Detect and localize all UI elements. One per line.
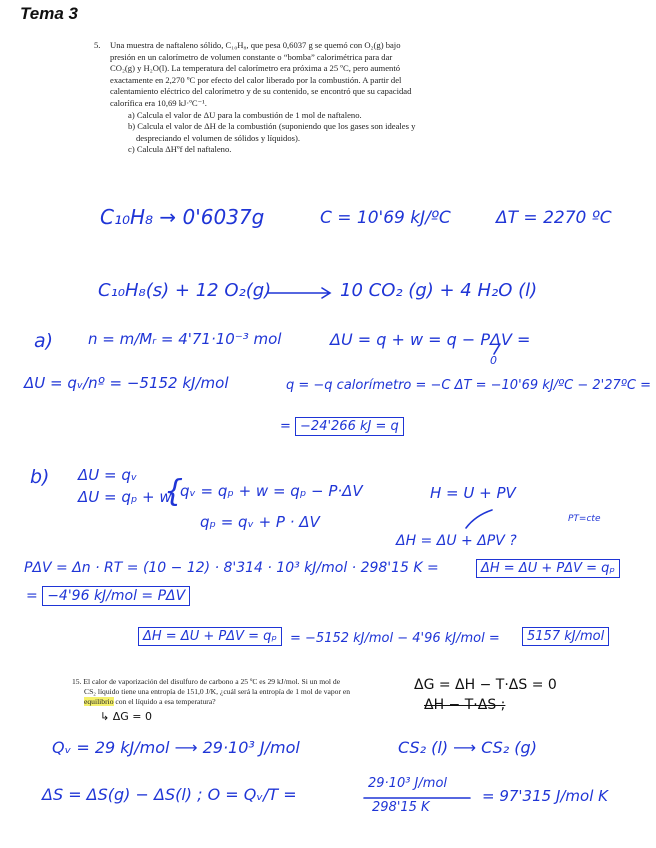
statement-line: 15. El calor de vaporización del disulfuro de carbono a 25 ºC es 29 kJ/mol. Si un mol de (72, 677, 341, 686)
hw-du-result: ΔU = qᵥ/nº = −5152 kJ/mol (24, 374, 229, 392)
hw-du-definition: ΔU = q + w = q − PΔV = (330, 330, 531, 349)
q-boxed-result: −24'266 kJ = q (295, 417, 404, 436)
hw-pt-note: PT=cte (568, 514, 601, 524)
hw-q-calc: q = −q calorímetro = −C ΔT = −10'69 kJ/ºC − 2'27ºC = (286, 378, 652, 393)
hw-dg-zero: ↳ ΔG = 0 (100, 710, 152, 723)
hw-enthalpy-def: H = U + PV (430, 484, 516, 502)
hw-final-calc: = −5152 kJ/mol − 4'96 kJ/mol = (290, 631, 500, 646)
hw-data-mass: C₁₀H₈ → 0'6037g (100, 205, 265, 229)
dh-boxed-formula-2: ΔH = ΔU + PΔV = qₚ (138, 627, 282, 646)
hw-part-a-label: a) (34, 330, 54, 352)
hw-gibbs-eq: ΔG = ΔH − T·ΔS = 0 (414, 677, 557, 693)
statement-line: CO₂(g) y H₂O(l). La temperatura del calorímetro era próxima a 25 ºC, pero aumentó (110, 63, 400, 74)
hw-part-b-label: b) (30, 466, 50, 488)
page-title: Tema 3 (20, 4, 78, 23)
hw-ds-result: = 97'315 J/mol K (482, 787, 608, 805)
hw-cs2-reaction: CS₂ (l) ⟶ CS₂ (g) (398, 738, 537, 757)
statement-line: presión en un calorímetro de volumen constante o “bomba” calorimétrica para dar (110, 51, 393, 62)
equals-sign: = (26, 588, 38, 604)
hw-pdv-calc: PΔV = Δn · RT = (10 − 12) · 8'314 · 10³ kJ/mol · 298'15 K = (24, 560, 439, 576)
hw-reaction-products: 10 CO₂ (g) + 4 H₂O (l) (340, 280, 538, 301)
pdv-boxed-result: −4'96 kJ/mol = PΔV (42, 586, 190, 606)
hw-b-line1: ΔU = qᵥ (78, 466, 138, 484)
question-part-b-cont: despreciando el volumen de sólidos y líquidos). (136, 132, 300, 143)
hw-qv: Qᵥ = 29 kJ/mol ⟶ 29·10³ J/mol (52, 738, 300, 757)
hw-b-brace2: qₚ = qᵥ + P · ΔV (200, 513, 320, 531)
dh-boxed-formula: ΔH = ΔU + PΔV = qₚ (476, 559, 620, 578)
question-part-b: b) Calcula el valor de ΔH de la combustión (suponiendo que los gases son ideales y (128, 121, 416, 132)
hw-data-capacity: C = 10'69 kJ/ºC (320, 208, 451, 228)
statement-line: Una muestra de naftaleno sólido, C₁₀H₈, que pesa 0,6037 g se quemó con O₂(g) bajo (110, 40, 401, 50)
hw-reaction-reactants: C₁₀H₈(s) + 12 O₂(g) (98, 280, 272, 301)
hw-moles: n = m/Mᵣ = 4'71·10⁻³ mol (88, 330, 282, 348)
hw-b-brace1: qᵥ = qₚ + w = qₚ − P·ΔV (180, 482, 363, 500)
question-part-a: a) Calcula el valor de ΔU para la combustión de 1 mol de naftaleno. (128, 109, 362, 120)
hw-frac-numerator: 29·10³ J/mol (368, 776, 448, 791)
statement-line: calentamiento eléctrico del calorímetro y de su contenido, se encontró que su capacidad (110, 86, 412, 97)
hw-b-line2: ΔU = qₚ + w (78, 488, 172, 506)
highlighted-word: equilibrio (84, 697, 114, 706)
hw-q-box: = −24'266 kJ = q (280, 419, 404, 434)
hw-brace: { (164, 474, 184, 509)
statement-line: exactamente en 2,270 ºC por efecto del calor liberado por la combustión. A partir del (110, 74, 402, 85)
hw-zero-mark: 0 (490, 354, 497, 367)
problem-number: 5. (94, 40, 101, 50)
statement-line: CS₂ líquido tiene una entropía de 151,0 J/K, ¿cuál será la entropía de 1 mol de vapor en (84, 687, 351, 696)
hw-ds-eq: ΔS = ΔS(g) − ΔS(l) ; O = Qᵥ/T = (42, 785, 297, 804)
statement-line: equilibrio con el líquido a esa temperatura? (84, 697, 216, 706)
hw-gibbs-eq-2: ΔH − T·ΔS ; (424, 697, 506, 713)
hw-dh-question: ΔH = ΔU + ΔPV ? (396, 533, 517, 549)
hw-frac-denominator: 298'15 K (372, 800, 430, 815)
hw-data-deltat: ΔT = 2270 ºC (496, 208, 612, 228)
dh-boxed-result: 5157 kJ/mol (522, 627, 609, 646)
statement-line: calorífica era 10,69 kJ·ºC⁻¹. (110, 97, 207, 108)
question-part-c: c) Calcula ΔHºf del naftaleno. (128, 144, 232, 155)
